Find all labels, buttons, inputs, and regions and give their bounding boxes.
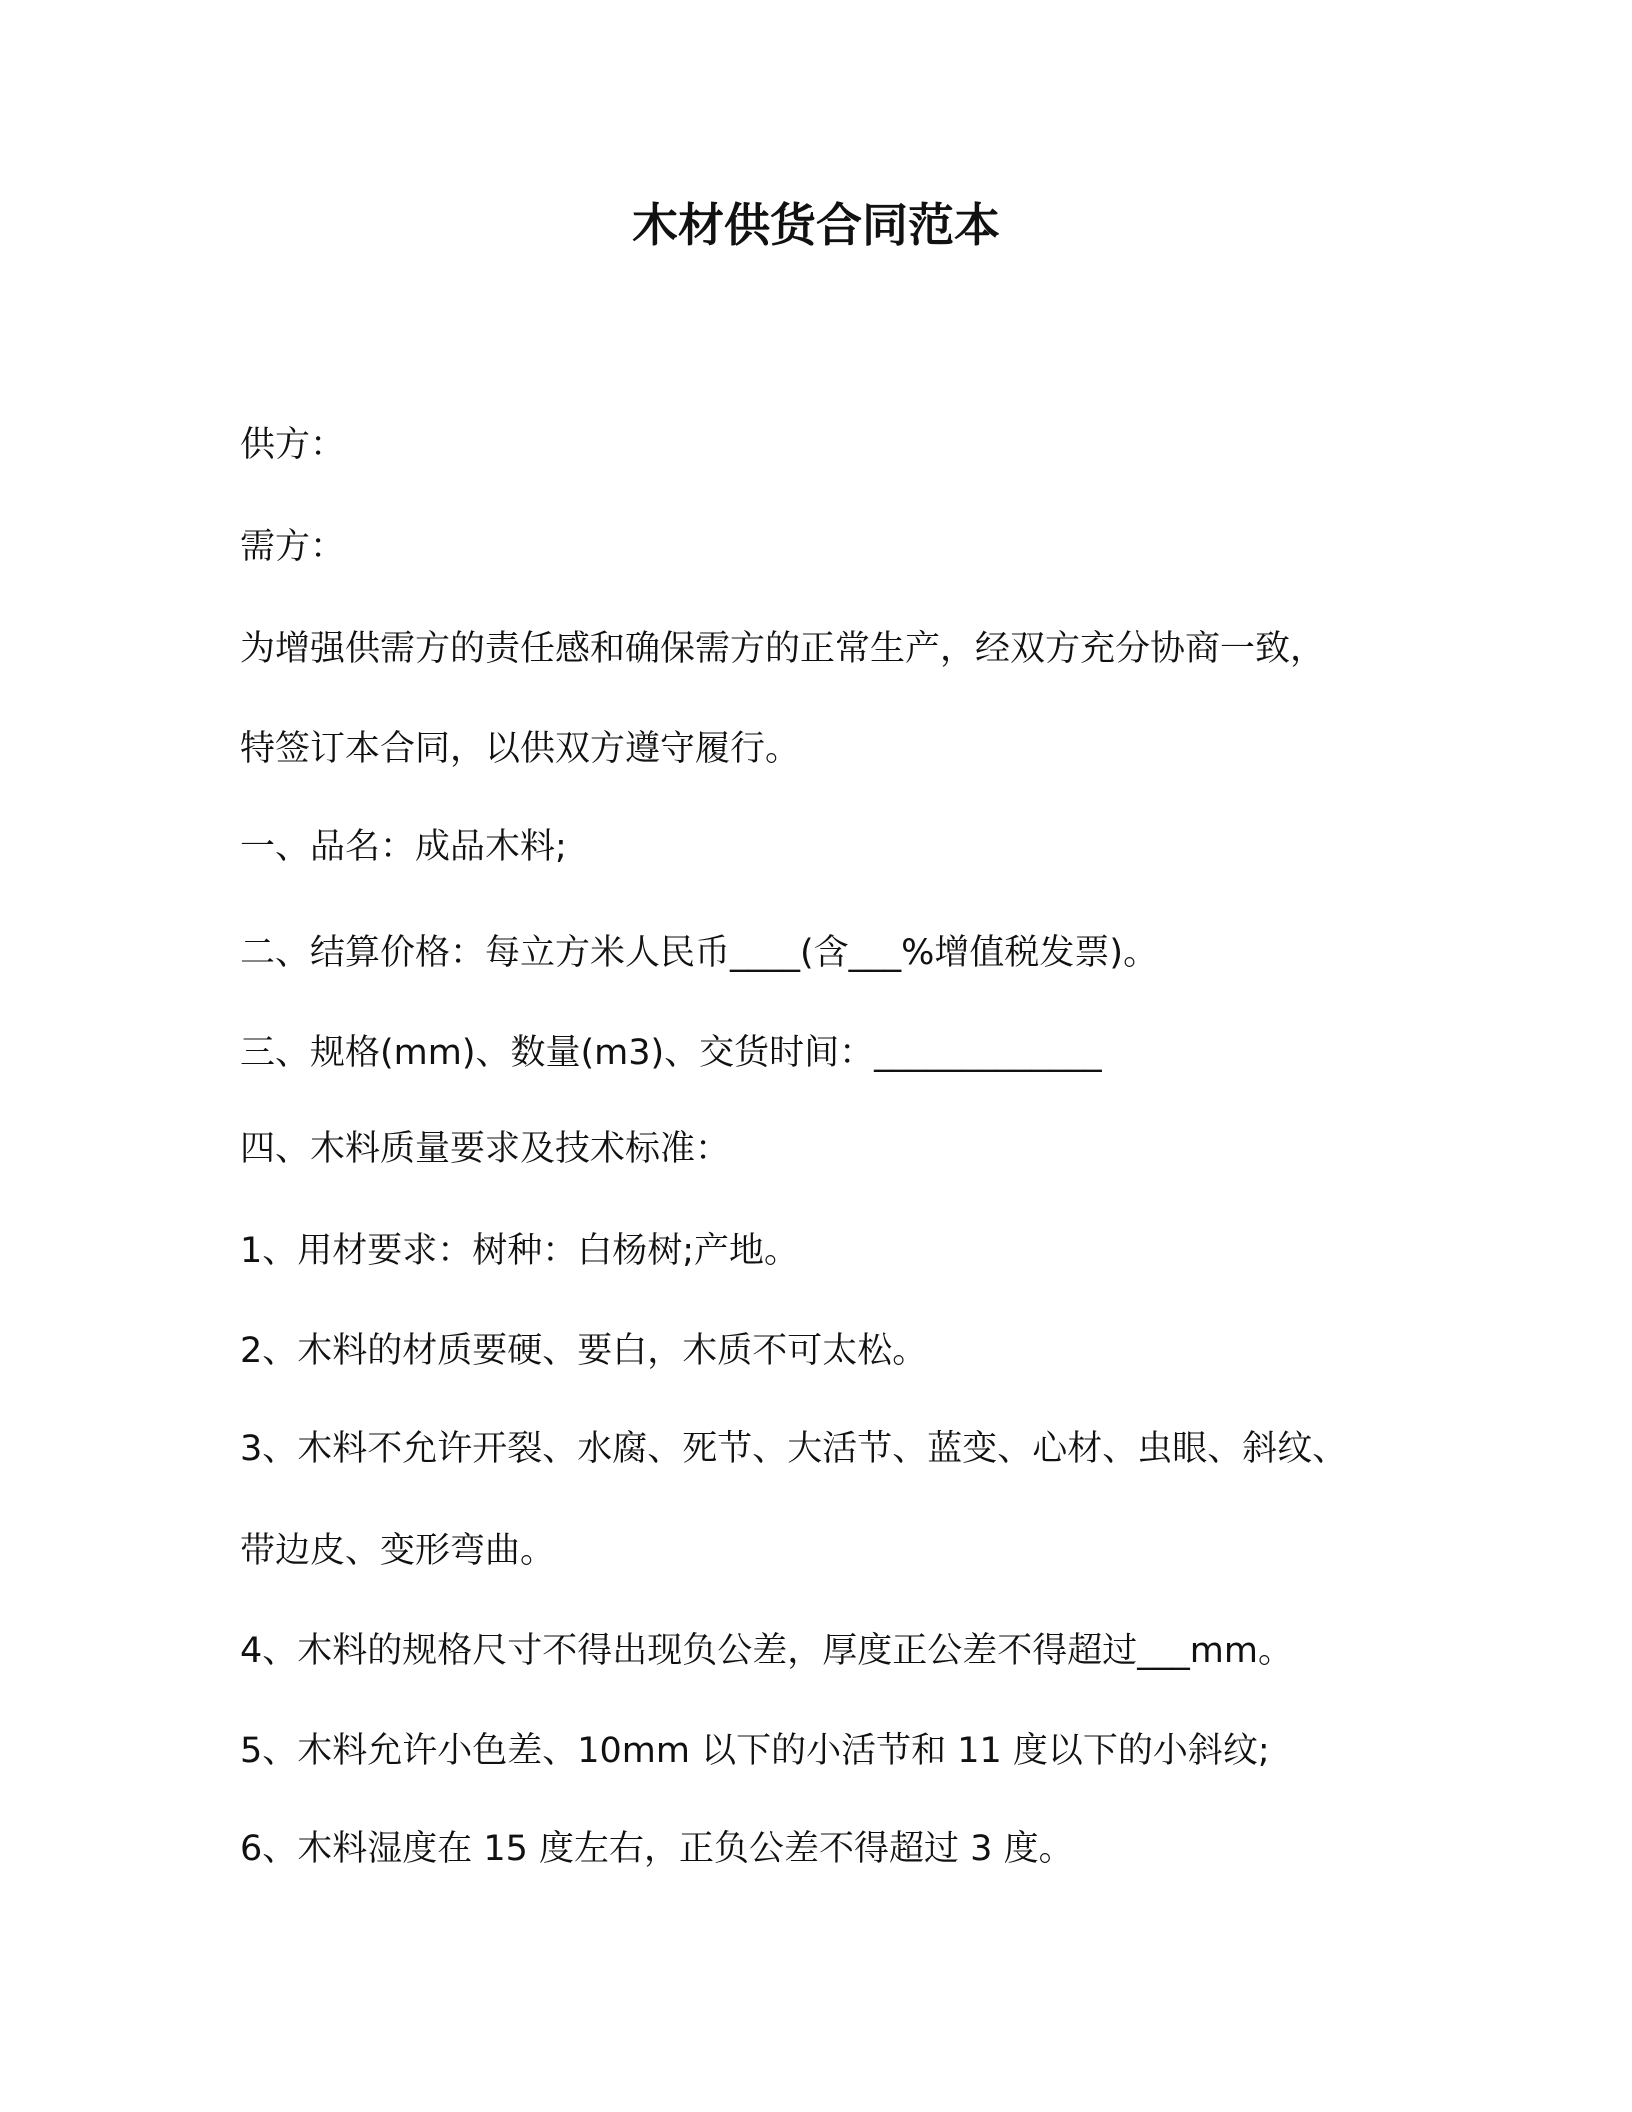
supplier-line: 供方： bbox=[240, 425, 346, 465]
quality-item-3: 3、木料不允许开裂、水腐、死节、大活节、蓝变、心材、虫眼、斜纹、 bbox=[240, 1429, 1348, 1469]
quality-item-5: 5、木料允许小色差、10mm 以下的小活节和 11 度以下的小斜纹; bbox=[240, 1731, 1270, 1771]
clause-spec-quantity: 三、规格(mm)、数量(m3)、交货时间：_____________ bbox=[240, 1033, 1102, 1073]
clause-price: 二、结算价格：每立方米人民币____(含___%增值税发票)。 bbox=[240, 933, 1159, 973]
clause-product-name: 一、品名：成品木料; bbox=[240, 827, 567, 867]
quality-item-4: 4、木料的规格尺寸不得出现负公差，厚度正公差不得超过___mm。 bbox=[240, 1631, 1293, 1671]
preamble-line-2: 特签订本合同，以供双方遵守履行。 bbox=[240, 729, 801, 769]
quality-item-1: 1、用材要求：树种：白杨树;产地。 bbox=[240, 1231, 800, 1271]
quality-item-2: 2、木料的材质要硬、要白，木质不可太松。 bbox=[240, 1331, 928, 1371]
clause-quality: 四、木料质量要求及技术标准： bbox=[240, 1129, 731, 1169]
quality-item-6: 6、木料湿度在 15 度左右，正负公差不得超过 3 度。 bbox=[240, 1829, 1074, 1869]
preamble-line-1: 为增强供需方的责任感和确保需方的正常生产，经双方充分协商一致， bbox=[240, 629, 1326, 669]
buyer-line: 需方： bbox=[240, 527, 346, 567]
quality-item-3-cont: 带边皮、变形弯曲。 bbox=[240, 1531, 556, 1571]
document-title: 木材供货合同范本 bbox=[632, 198, 1000, 252]
